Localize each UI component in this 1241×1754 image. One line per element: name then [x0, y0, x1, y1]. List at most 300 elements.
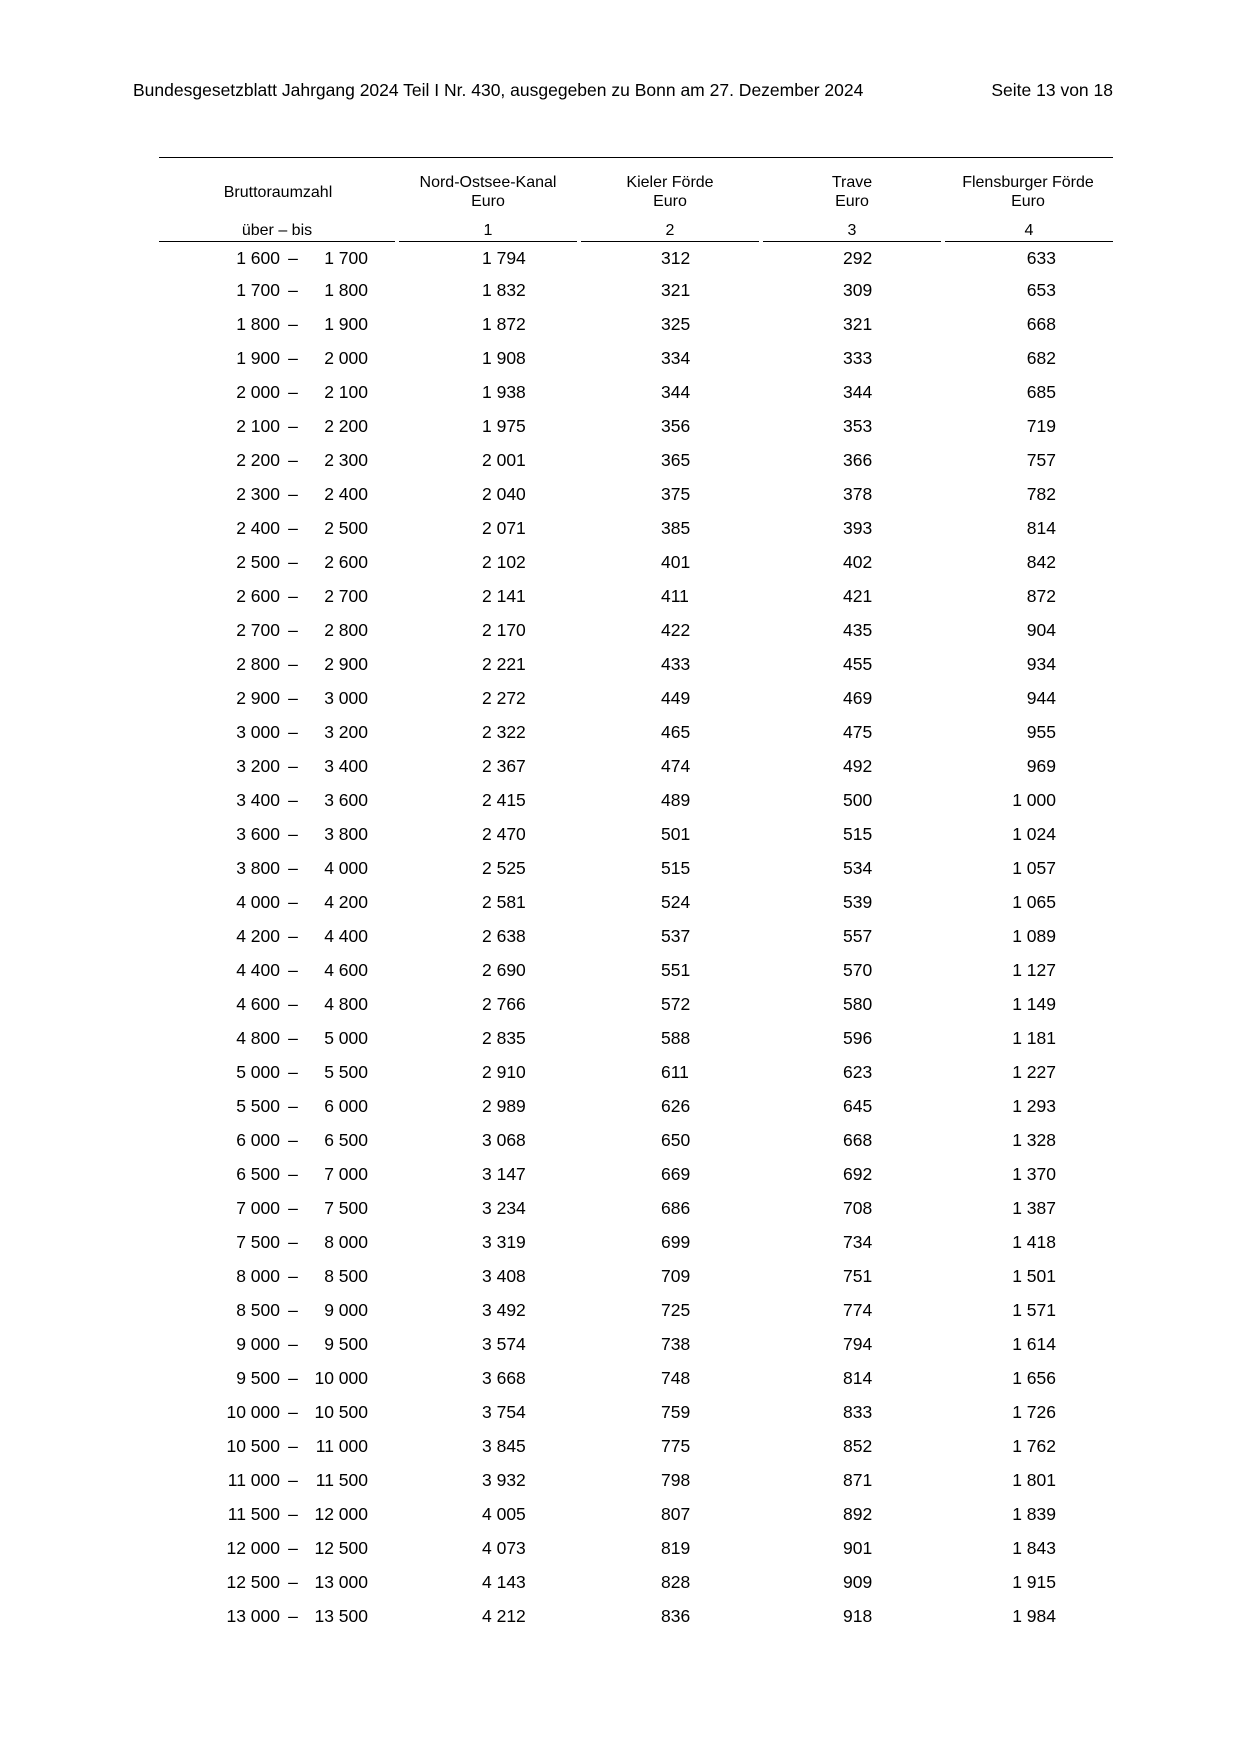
- range-to: 4 400: [324, 925, 368, 946]
- fee-cell-2: 798: [661, 1469, 691, 1490]
- fee-cell-1: 3 147: [482, 1163, 526, 1184]
- fee-cell-3: 901: [843, 1537, 873, 1558]
- fee-cell-1: 2 040: [482, 483, 526, 504]
- column-number: 3: [761, 220, 943, 243]
- range-to: 6 500: [324, 1129, 368, 1150]
- fee-cell-2: 515: [661, 857, 691, 878]
- tonnage-range: 7 000 – 7 500: [159, 1191, 397, 1225]
- fee-cell-1: 3 319: [482, 1231, 526, 1252]
- fee-cell-3: 292: [843, 247, 873, 268]
- range-to: 3 400: [324, 755, 368, 776]
- fee-cell-3: 344: [843, 381, 873, 402]
- range-to: 11 000: [315, 1435, 368, 1456]
- range-to: 4 600: [324, 959, 368, 980]
- fee-cell-4: 1 418: [1012, 1231, 1056, 1252]
- fee-cell-4: 944: [1026, 687, 1056, 708]
- range-from: 11 500: [227, 1503, 280, 1524]
- fee-cell-3: 539: [843, 891, 873, 912]
- fee-cell-4: 934: [1026, 653, 1056, 674]
- range-from: 5 000: [236, 1061, 280, 1082]
- table-row: [159, 1531, 1113, 1565]
- range-from: 9 000: [236, 1333, 280, 1354]
- table-row: [159, 1429, 1113, 1463]
- range-to: 6 000: [324, 1095, 368, 1116]
- range-from: 2 300: [236, 483, 280, 504]
- fee-cell-1: 1 832: [482, 279, 526, 300]
- tonnage-range: 4 400 – 4 600: [159, 953, 397, 987]
- fee-cell-1: 3 408: [482, 1265, 526, 1286]
- tonnage-range: 8 500 – 9 000: [159, 1293, 397, 1327]
- table-row: [159, 511, 1113, 545]
- fee-cell-4: 757: [1026, 449, 1056, 470]
- range-to: 1 700: [324, 247, 368, 268]
- column-name: Trave: [831, 174, 873, 191]
- range-from: 1 900: [236, 347, 280, 368]
- fee-cell-3: 774: [843, 1299, 873, 1320]
- range-from: 10 500: [226, 1435, 280, 1456]
- table-row: [159, 477, 1113, 511]
- fee-cell-2: 738: [661, 1333, 691, 1354]
- fee-cell-2: 650: [661, 1129, 691, 1150]
- fee-cell-2: 365: [661, 449, 691, 470]
- fee-cell-4: 872: [1026, 585, 1056, 606]
- range-to: 3 800: [324, 823, 368, 844]
- table-row: [159, 783, 1113, 817]
- tonnage-range: 2 800 – 2 900: [159, 647, 397, 681]
- table-row: [159, 613, 1113, 647]
- range-from: 4 000: [236, 891, 280, 912]
- fee-cell-4: 668: [1026, 313, 1056, 334]
- fee-cell-2: 433: [661, 653, 691, 674]
- table-row: [159, 1361, 1113, 1395]
- fee-cell-4: 1 127: [1012, 959, 1056, 980]
- table-row: [159, 681, 1113, 715]
- fee-cell-1: 3 068: [482, 1129, 526, 1150]
- range-to: 9 500: [324, 1333, 368, 1354]
- table-row: [159, 1089, 1113, 1123]
- range-from: 2 600: [236, 585, 280, 606]
- table-body: [159, 243, 1113, 1633]
- fee-cell-1: 2 910: [482, 1061, 526, 1082]
- tonnage-range: 1 800 – 1 900: [159, 307, 397, 341]
- tonnage-range: 2 300 – 2 400: [159, 477, 397, 511]
- fee-cell-3: 557: [843, 925, 873, 946]
- fee-cell-4: 1 293: [1012, 1095, 1056, 1116]
- fee-cell-4: 1 801: [1012, 1469, 1056, 1490]
- table-row: [159, 987, 1113, 1021]
- range-to: 13 000: [314, 1571, 368, 1592]
- range-from: 2 700: [236, 619, 280, 640]
- fee-cell-2: 699: [661, 1231, 691, 1252]
- fee-cell-2: 474: [661, 755, 691, 776]
- fee-cell-3: 668: [843, 1129, 873, 1150]
- tonnage-range: 12 500 – 13 000: [159, 1565, 397, 1599]
- fee-cell-2: 524: [661, 891, 691, 912]
- tonnage-range: 7 500 – 8 000: [159, 1225, 397, 1259]
- fee-cell-1: 2 001: [482, 449, 526, 470]
- tonnage-range: 9 500 – 10 000: [159, 1361, 397, 1395]
- fee-cell-4: 904: [1026, 619, 1056, 640]
- tonnage-range: 2 000 – 2 100: [159, 375, 397, 409]
- fee-cell-2: 759: [661, 1401, 691, 1422]
- column-header-kieler-foerde: [579, 157, 761, 220]
- table-row: [159, 1123, 1113, 1157]
- fee-cell-3: 892: [843, 1503, 873, 1524]
- range-from: 6 000: [236, 1129, 280, 1150]
- fee-cell-1: 2 221: [482, 653, 526, 674]
- fee-cell-1: 2 470: [482, 823, 526, 844]
- tonnage-range: 8 000 – 8 500: [159, 1259, 397, 1293]
- fee-cell-2: 385: [661, 517, 691, 538]
- column-names-row: [159, 157, 1113, 220]
- tonnage-range: 4 200 – 4 400: [159, 919, 397, 953]
- fee-cell-3: 309: [843, 279, 873, 300]
- tonnage-range: 4 800 – 5 000: [159, 1021, 397, 1055]
- fee-cell-1: 1 908: [482, 347, 526, 368]
- fee-cell-3: 814: [843, 1367, 873, 1388]
- table-header: [159, 157, 1113, 243]
- fee-cell-3: 833: [843, 1401, 873, 1422]
- fee-cell-3: 596: [843, 1027, 873, 1048]
- table-row: [159, 409, 1113, 443]
- fee-cell-4: 1 656: [1012, 1367, 1056, 1388]
- fee-cell-3: 475: [843, 721, 873, 742]
- tonnage-range: 12 000 – 12 500: [159, 1531, 397, 1565]
- table-row: [159, 1497, 1113, 1531]
- fee-cell-2: 572: [661, 993, 691, 1014]
- fee-cell-4: 1 614: [1012, 1333, 1056, 1354]
- column-header-trave: [761, 157, 943, 220]
- fee-cell-1: 3 492: [482, 1299, 526, 1320]
- fee-cell-2: 725: [661, 1299, 691, 1320]
- fee-cell-4: 1 149: [1012, 993, 1056, 1014]
- range-from: 9 500: [236, 1367, 280, 1388]
- tonnage-range: 9 000 – 9 500: [159, 1327, 397, 1361]
- fee-cell-4: 1 000: [1012, 789, 1056, 810]
- table-row: [159, 307, 1113, 341]
- fee-cell-4: 1 370: [1012, 1163, 1056, 1184]
- fee-cell-1: 4 143: [482, 1571, 526, 1592]
- table-row: [159, 375, 1113, 409]
- column-number: 1: [397, 220, 579, 243]
- fee-cell-3: 794: [843, 1333, 873, 1354]
- range-from: 3 600: [236, 823, 280, 844]
- table-row: [159, 273, 1113, 307]
- range-to: 12 000: [314, 1503, 368, 1524]
- fee-cell-1: 4 005: [482, 1503, 526, 1524]
- fee-cell-4: 1 501: [1012, 1265, 1056, 1286]
- fee-cell-3: 909: [843, 1571, 873, 1592]
- fee-cell-2: 775: [661, 1435, 691, 1456]
- fee-cell-4: 1 387: [1012, 1197, 1056, 1218]
- tonnage-range: 5 000 – 5 500: [159, 1055, 397, 1089]
- range-to: 2 200: [324, 415, 368, 436]
- fee-cell-4: 1 726: [1012, 1401, 1056, 1422]
- table-row: [159, 885, 1113, 919]
- fee-cell-3: 645: [843, 1095, 873, 1116]
- fee-cell-2: 748: [661, 1367, 691, 1388]
- range-from: 7 000: [236, 1197, 280, 1218]
- fee-cell-3: 421: [843, 585, 873, 606]
- range-from: 10 000: [226, 1401, 280, 1422]
- range-to: 9 000: [324, 1299, 368, 1320]
- fee-cell-1: 1 794: [482, 247, 526, 268]
- fee-cell-1: 1 872: [482, 313, 526, 334]
- range-to: 2 400: [324, 483, 368, 504]
- fee-cell-3: 534: [843, 857, 873, 878]
- range-from: 11 000: [227, 1469, 280, 1490]
- tonnage-range: 11 500 – 12 000: [159, 1497, 397, 1531]
- fee-cell-4: 1 065: [1012, 891, 1056, 912]
- range-from: 4 600: [236, 993, 280, 1014]
- fee-cell-2: 626: [661, 1095, 691, 1116]
- fee-cell-3: 734: [843, 1231, 873, 1252]
- table-row: [159, 1021, 1113, 1055]
- range-to: 13 500: [314, 1605, 368, 1626]
- range-to: 11 500: [315, 1469, 368, 1490]
- range-to: 5 000: [324, 1027, 368, 1048]
- fee-cell-3: 366: [843, 449, 873, 470]
- range-from: 8 500: [236, 1299, 280, 1320]
- fee-cell-2: 709: [661, 1265, 691, 1286]
- range-from: 3 800: [236, 857, 280, 878]
- column-number: 2: [579, 220, 761, 243]
- fee-cell-1: 2 367: [482, 755, 526, 776]
- table-row: [159, 851, 1113, 885]
- column-header-bruttoraumzahl: [159, 157, 397, 220]
- fee-cell-4: 1 089: [1012, 925, 1056, 946]
- fee-cell-1: 2 322: [482, 721, 526, 742]
- fee-cell-3: 435: [843, 619, 873, 640]
- fee-cell-3: 378: [843, 483, 873, 504]
- table-row: [159, 1191, 1113, 1225]
- table-row: [159, 1293, 1113, 1327]
- fee-cell-1: 2 766: [482, 993, 526, 1014]
- range-from: 2 500: [236, 551, 280, 572]
- range-to: 7 500: [324, 1197, 368, 1218]
- fee-cell-1: 4 212: [482, 1605, 526, 1626]
- column-name: Nord-Ostsee-Kanal: [419, 174, 557, 191]
- fee-cell-2: 489: [661, 789, 691, 810]
- range-to: 3 600: [324, 789, 368, 810]
- table-row: [159, 579, 1113, 613]
- fee-cell-3: 393: [843, 517, 873, 538]
- tonnage-range: 2 400 – 2 500: [159, 511, 397, 545]
- range-from: 2 400: [236, 517, 280, 538]
- tonnage-range: 1 900 – 2 000: [159, 341, 397, 375]
- fee-cell-2: 356: [661, 415, 691, 436]
- fee-cell-4: 1 915: [1012, 1571, 1056, 1592]
- fee-cell-2: 449: [661, 687, 691, 708]
- fee-cell-4: 969: [1026, 755, 1056, 776]
- fee-cell-1: 3 845: [482, 1435, 526, 1456]
- tonnage-range: 11 000 – 11 500: [159, 1463, 397, 1497]
- table-row: [159, 1565, 1113, 1599]
- range-from: 13 000: [226, 1605, 280, 1626]
- fee-cell-3: 570: [843, 959, 873, 980]
- range-from: 5 500: [236, 1095, 280, 1116]
- fee-cell-2: 836: [661, 1605, 691, 1626]
- fee-cell-3: 871: [843, 1469, 873, 1490]
- gazette-citation: Bundesgesetzblatt Jahrgang 2024 Teil I Nr. 430, ausgegeben zu Bonn am 27. Dezember 2024: [133, 80, 864, 100]
- fee-cell-1: 2 690: [482, 959, 526, 980]
- table-row: [159, 817, 1113, 851]
- tonnage-range: 4 000 – 4 200: [159, 885, 397, 919]
- tonnage-range: 2 500 – 2 600: [159, 545, 397, 579]
- range-from: 3 200: [236, 755, 280, 776]
- fee-cell-1: 1 975: [482, 415, 526, 436]
- fee-cell-4: 1 328: [1012, 1129, 1056, 1150]
- fee-cell-3: 708: [843, 1197, 873, 1218]
- table-row: [159, 749, 1113, 783]
- fee-cell-1: 2 071: [482, 517, 526, 538]
- fee-cell-3: 580: [843, 993, 873, 1014]
- fee-cell-3: 492: [843, 755, 873, 776]
- fee-cell-1: 3 932: [482, 1469, 526, 1490]
- tonnage-range: 6 500 – 7 000: [159, 1157, 397, 1191]
- range-to: 2 300: [324, 449, 368, 470]
- range-to: 7 000: [324, 1163, 368, 1184]
- tonnage-range: 10 000 – 10 500: [159, 1395, 397, 1429]
- column-header-nord-ostsee-kanal: [397, 157, 579, 220]
- fee-cell-1: 4 073: [482, 1537, 526, 1558]
- table-row: [159, 919, 1113, 953]
- fee-cell-1: 3 234: [482, 1197, 526, 1218]
- table-row: [159, 1225, 1113, 1259]
- tonnage-range: 2 100 – 2 200: [159, 409, 397, 443]
- fee-cell-3: 515: [843, 823, 873, 844]
- fee-cell-4: 1 984: [1012, 1605, 1056, 1626]
- fee-cell-3: 469: [843, 687, 873, 708]
- range-to: 4 200: [324, 891, 368, 912]
- table-row: [159, 715, 1113, 749]
- table-row: [159, 647, 1113, 681]
- fee-cell-2: 312: [661, 247, 691, 268]
- range-from: 2 100: [236, 415, 280, 436]
- fee-cell-2: 828: [661, 1571, 691, 1592]
- fee-cell-3: 918: [843, 1605, 873, 1626]
- fee-cell-4: 955: [1026, 721, 1056, 742]
- range-from: 4 200: [236, 925, 280, 946]
- range-from: 12 000: [226, 1537, 280, 1558]
- tonnage-range: 3 200 – 3 400: [159, 749, 397, 783]
- tonnage-range: 1 700 – 1 800: [159, 273, 397, 307]
- fee-cell-3: 692: [843, 1163, 873, 1184]
- table-row: [159, 1463, 1113, 1497]
- fee-cell-4: 1 227: [1012, 1061, 1056, 1082]
- tonnage-range: 2 600 – 2 700: [159, 579, 397, 613]
- fee-cell-1: 2 638: [482, 925, 526, 946]
- fee-cell-2: 537: [661, 925, 691, 946]
- fee-cell-2: 551: [661, 959, 691, 980]
- fee-cell-4: 1 057: [1012, 857, 1056, 878]
- tonnage-range: 6 000 – 6 500: [159, 1123, 397, 1157]
- fee-cell-3: 321: [843, 313, 873, 334]
- range-to: 5 500: [324, 1061, 368, 1082]
- fee-cell-2: 465: [661, 721, 691, 742]
- tonnage-range: 3 600 – 3 800: [159, 817, 397, 851]
- table-row: [159, 1157, 1113, 1191]
- tonnage-range: 3 000 – 3 200: [159, 715, 397, 749]
- fee-cell-1: 2 581: [482, 891, 526, 912]
- range-from: 1 600: [236, 247, 280, 268]
- range-to: 4 000: [324, 857, 368, 878]
- table-row: [159, 341, 1113, 375]
- fee-cell-1: 2 272: [482, 687, 526, 708]
- fee-cell-2: 819: [661, 1537, 691, 1558]
- fee-cell-4: 633: [1026, 247, 1056, 268]
- column-unit: Euro: [653, 193, 687, 210]
- range-to: 12 500: [314, 1537, 368, 1558]
- fee-cell-1: 1 938: [482, 381, 526, 402]
- fee-cell-4: 782: [1026, 483, 1056, 504]
- fee-cell-3: 333: [843, 347, 873, 368]
- fee-cell-2: 686: [661, 1197, 691, 1218]
- range-to: 3 000: [324, 687, 368, 708]
- fee-cell-2: 411: [661, 585, 689, 606]
- fee-cell-3: 852: [843, 1435, 873, 1456]
- fee-cell-2: 669: [661, 1163, 691, 1184]
- tonnage-range: 1 600 – 1 700: [159, 243, 397, 273]
- range-to: 10 500: [314, 1401, 368, 1422]
- fee-cell-1: 2 102: [482, 551, 526, 572]
- fee-cell-2: 321: [661, 279, 691, 300]
- fee-cell-2: 807: [661, 1503, 691, 1524]
- range-to: 2 700: [324, 585, 368, 606]
- fee-cell-1: 3 574: [482, 1333, 526, 1354]
- range-from: 2 900: [236, 687, 280, 708]
- fee-cell-4: 685: [1026, 381, 1056, 402]
- fee-cell-1: 2 835: [482, 1027, 526, 1048]
- fee-cell-4: 1 762: [1012, 1435, 1056, 1456]
- range-to: 2 100: [324, 381, 368, 402]
- fee-cell-4: 653: [1026, 279, 1056, 300]
- table-row: [159, 1259, 1113, 1293]
- tonnage-range: 2 900 – 3 000: [159, 681, 397, 715]
- table-row: [159, 443, 1113, 477]
- fee-cell-4: 682: [1026, 347, 1056, 368]
- fee-cell-4: 1 843: [1012, 1537, 1056, 1558]
- fee-cell-2: 422: [661, 619, 691, 640]
- column-numbers-row: [159, 220, 1113, 243]
- column-number: 4: [943, 220, 1113, 243]
- table-row: [159, 953, 1113, 987]
- fee-cell-3: 751: [843, 1265, 873, 1286]
- tonnage-range: 3 800 – 4 000: [159, 851, 397, 885]
- fee-cell-4: 814: [1026, 517, 1056, 538]
- fee-cell-3: 623: [843, 1061, 873, 1082]
- page-header: [133, 80, 1113, 106]
- fee-cell-3: 353: [843, 415, 873, 436]
- tonnage-range: 4 600 – 4 800: [159, 987, 397, 1021]
- range-from: 1 700: [236, 279, 280, 300]
- fee-cell-1: 2 141: [482, 585, 526, 606]
- fee-cell-1: 2 170: [482, 619, 526, 640]
- column-number: über – bis: [159, 220, 397, 243]
- column-header-flensburger-foerde: [943, 157, 1113, 220]
- range-to: 10 000: [314, 1367, 368, 1388]
- fee-cell-2: 501: [661, 823, 691, 844]
- fee-table: [159, 157, 1113, 1633]
- column-unit: Euro: [471, 193, 505, 210]
- range-to: 2 500: [324, 517, 368, 538]
- range-from: 1 800: [236, 313, 280, 334]
- table-row: [159, 1599, 1113, 1633]
- fee-cell-1: 2 989: [482, 1095, 526, 1116]
- range-to: 1 900: [324, 313, 368, 334]
- fee-cell-1: 2 415: [482, 789, 526, 810]
- fee-cell-2: 344: [661, 381, 691, 402]
